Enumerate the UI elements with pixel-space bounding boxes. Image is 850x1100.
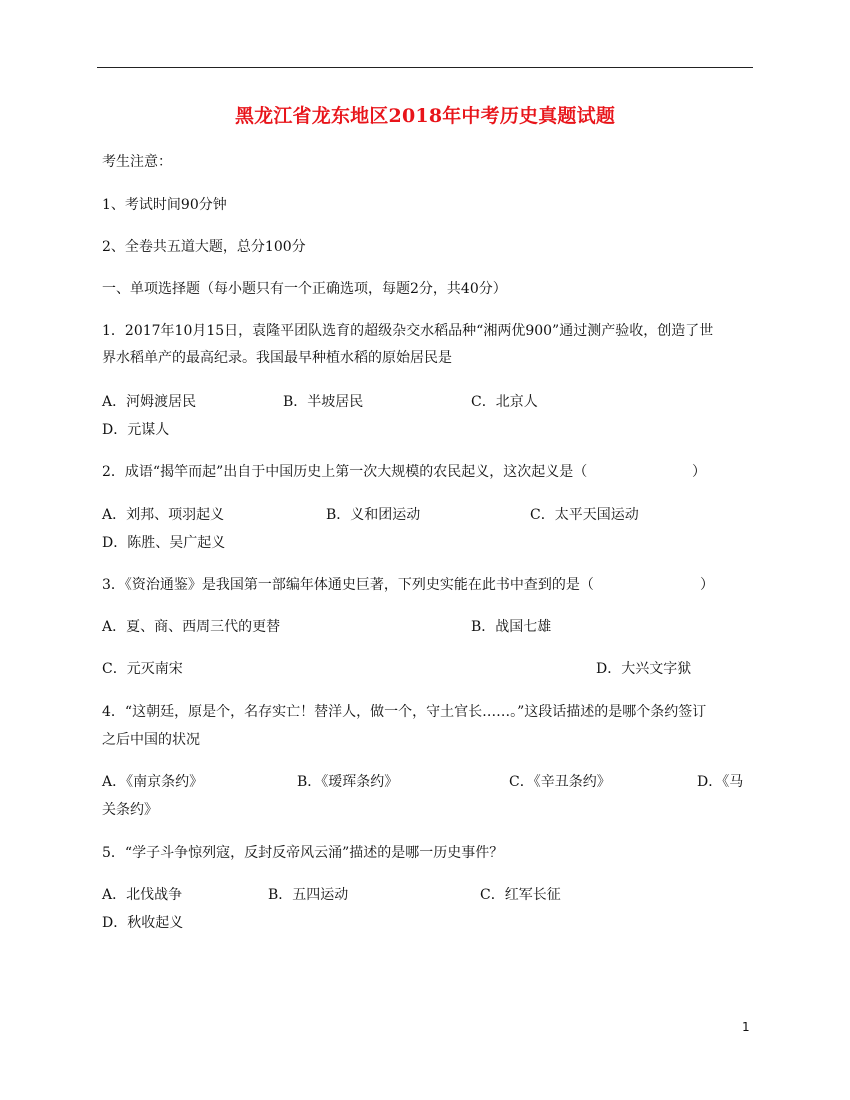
- question-4-option-a: A．《南京条约》: [102, 774, 204, 790]
- question-3-answer-paren: ）: [700, 577, 714, 593]
- section-heading: 一、单项选择题（每小题只有一个正确选项，每题2分，共40分）: [102, 281, 507, 297]
- question-2-stem: 2．成语“揭竿而起”出自于中国历史上第一次大规模的农民起义，这次起义是（: [102, 464, 588, 480]
- question-5-option-a: A．北伐战争: [102, 887, 183, 903]
- question-1-stem-line-1: 1．2017年10月15日，袁隆平团队选育的超级杂交水稻品种“湘两优900”通过测产验收，创造了世: [102, 323, 714, 339]
- question-1-option-a: A．河姆渡居民: [102, 394, 197, 410]
- header-rule: [97, 67, 753, 68]
- page-title: 黑龙江省龙东地区2018年中考历史真题试题: [234, 105, 616, 127]
- question-4-stem-line-1: 4．“这朝廷，原是个，名存实亡！替洋人，做一个，守土官长……。”这段话描述的是哪个条约签订: [102, 704, 707, 720]
- question-1-stem-line-2: 界水稻单产的最高纪录。我国最早种植水稻的原始居民是: [102, 350, 452, 366]
- question-2-answer-paren: ）: [692, 464, 706, 480]
- question-5-option-b: B．五四运动: [268, 887, 349, 903]
- question-5-option-c: C．红军长征: [480, 887, 561, 903]
- question-4-option-d: D．《马: [697, 774, 744, 790]
- question-1-option-b: B．半坡居民: [283, 394, 364, 410]
- notice-item-time: 1、考试时间90分钟: [102, 197, 227, 213]
- notice-item-score: 2、全卷共五道大题，总分100分: [102, 239, 306, 255]
- question-5-option-d: D．秋收起义: [102, 915, 184, 931]
- page-number: 1: [742, 1020, 750, 1034]
- question-2-option-d: D．陈胜、吴广起义: [102, 535, 226, 551]
- question-3-option-a: A．夏、商、西周三代的更替: [102, 619, 281, 635]
- question-3-option-b: B．战国七雄: [471, 619, 552, 635]
- question-3-option-d: D．大兴文字狱: [596, 661, 692, 677]
- question-2-option-b: B．义和团运动: [326, 507, 421, 523]
- question-4-option-d-continued: 关条约》: [102, 802, 158, 818]
- question-4-option-c: C．《辛丑条约》: [509, 774, 611, 790]
- question-2-option-a: A．刘邦、项羽起义: [102, 507, 225, 523]
- question-1-option-c: C．北京人: [471, 394, 538, 410]
- notice-heading: 考生注意：: [102, 154, 172, 170]
- question-4-option-b: B．《瑷珲条约》: [297, 774, 399, 790]
- question-5-stem: 5．“学子斗争惊列寇，反封反帝风云涌”描述的是哪一历史事件？: [102, 845, 504, 861]
- question-4-stem-line-2: 之后中国的状况: [102, 732, 200, 748]
- question-2-option-c: C．太平天国运动: [530, 507, 639, 523]
- question-3-stem: 3．《资治通鉴》是我国第一部编年体通史巨著，下列史实能在此书中查到的是（: [102, 577, 594, 593]
- question-3-option-c: C．元灭南宋: [102, 661, 183, 677]
- question-1-option-d: D．元谋人: [102, 422, 170, 438]
